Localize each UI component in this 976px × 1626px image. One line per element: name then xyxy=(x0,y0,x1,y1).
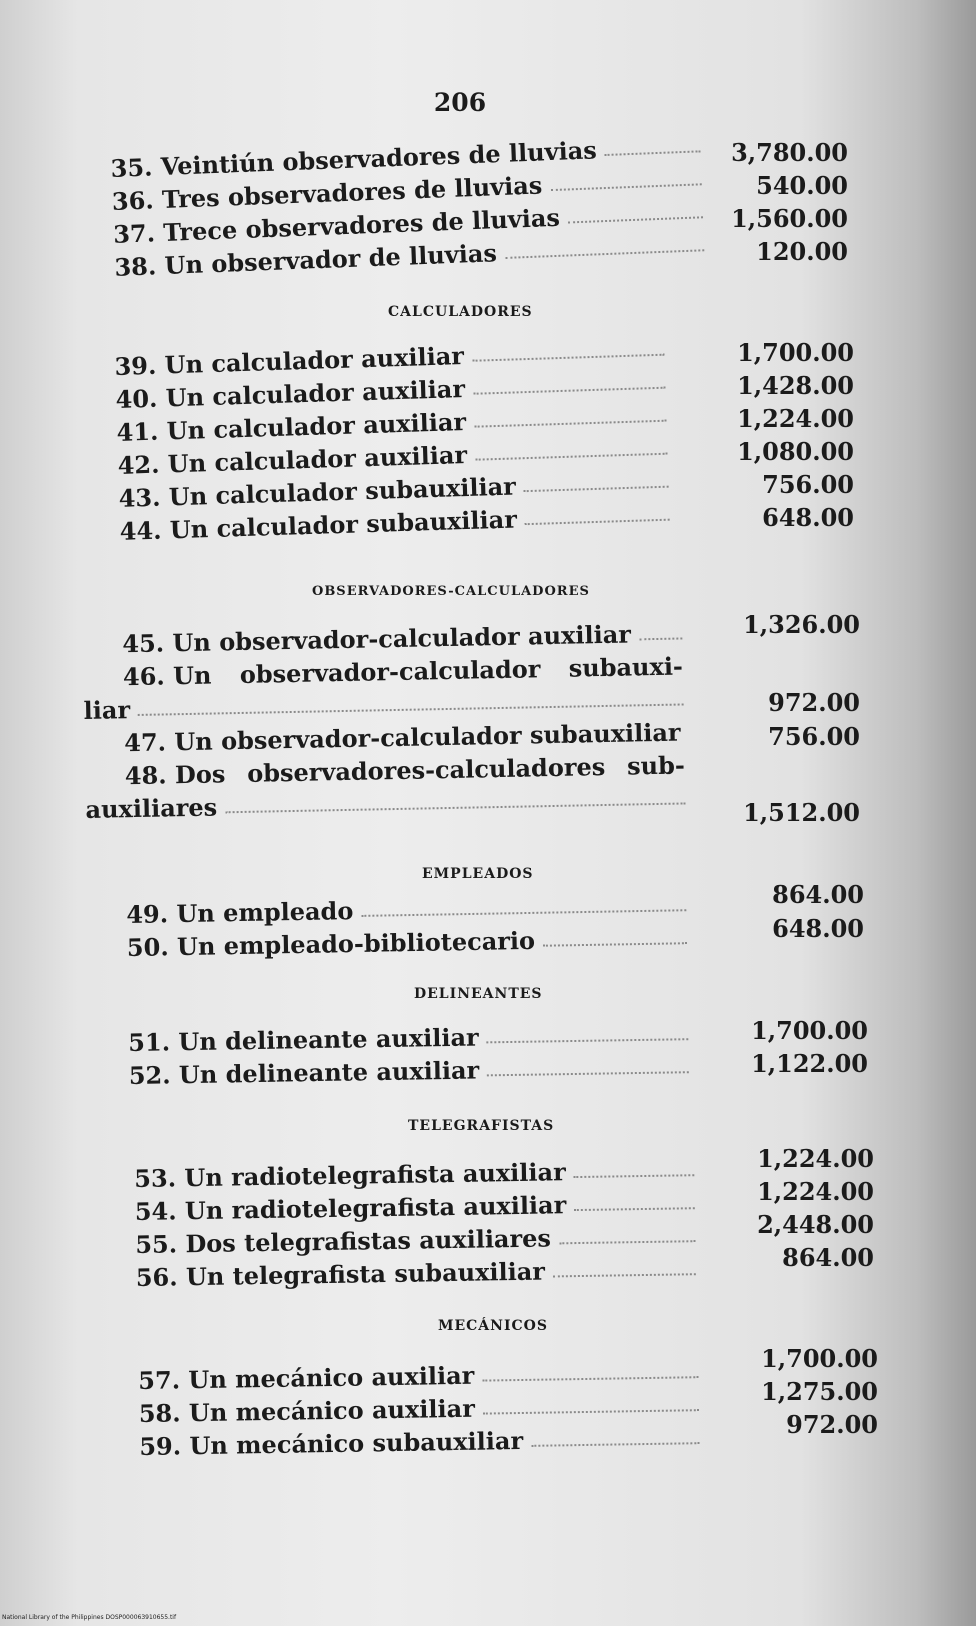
list-item: 38. Un observador de lluvias xyxy=(114,226,715,282)
list-item: 39. Un calculador auxiliar xyxy=(114,330,675,381)
dot-leader xyxy=(525,519,670,526)
dot-leader xyxy=(472,354,664,362)
dot-leader xyxy=(531,1442,699,1447)
section-heading-empleados: EMPLEADOS xyxy=(422,866,534,882)
list-item: 37. Trece observadores de lluvias xyxy=(113,193,714,249)
amount: 1,122.00 xyxy=(751,1049,868,1078)
amount: 864.00 xyxy=(772,880,864,909)
list-item: 46. Un observador-calculador subauxi- xyxy=(122,651,684,692)
amount: 1,326.00 xyxy=(743,610,860,639)
list-item: 44. Un calculador subauxiliar xyxy=(119,495,680,546)
amount: 1,224.00 xyxy=(757,1177,874,1206)
section-heading-calculadores: CALCULADORES xyxy=(388,304,533,320)
dot-leader xyxy=(225,802,685,813)
amount: 1,428.00 xyxy=(737,371,854,400)
amount: 1,700.00 xyxy=(761,1344,878,1373)
dot-leader xyxy=(574,1174,695,1178)
list-item: 53. Un radiotelegrafista auxiliar xyxy=(134,1151,704,1193)
dot-leader xyxy=(482,1376,698,1381)
amount: 756.00 xyxy=(768,722,860,751)
amount: 1,700.00 xyxy=(737,338,854,367)
list-item: 42. Un calculador auxiliar xyxy=(117,429,678,480)
amount: 1,224.00 xyxy=(737,404,854,433)
amount: 864.00 xyxy=(782,1243,874,1272)
calculators-block xyxy=(114,330,680,545)
amount: 1,512.00 xyxy=(743,798,860,827)
dot-leader xyxy=(568,216,703,223)
amount: 1,080.00 xyxy=(737,437,854,466)
dot-leader xyxy=(553,1273,696,1277)
amount: 120.00 xyxy=(756,237,848,266)
section-heading-observadores-calculadores: OBSERVADORES-CALCULADORES xyxy=(312,584,590,599)
dot-leader xyxy=(505,249,704,259)
dot-leader xyxy=(550,183,701,191)
amount: 648.00 xyxy=(772,914,864,943)
section-heading-mecanicos: MECÁNICOS xyxy=(438,1318,548,1334)
dot-leader xyxy=(574,1207,695,1211)
draftsmen-block xyxy=(128,1015,699,1090)
list-item: 51. Un delineante auxiliar xyxy=(128,1015,698,1057)
section-heading-telegrafistas: TELEGRAFISTAS xyxy=(408,1118,555,1134)
list-item: 54. Un radiotelegrafista auxiliar xyxy=(135,1184,705,1226)
dot-leader xyxy=(487,1071,689,1076)
amount: 540.00 xyxy=(756,171,848,200)
amount: 1,700.00 xyxy=(751,1016,868,1045)
list-item: 56. Un telegrafista subauxiliar xyxy=(136,1250,706,1292)
amount: 972.00 xyxy=(768,688,860,717)
dot-leader xyxy=(473,387,665,395)
list-item: 40. Un calculador auxiliar xyxy=(115,363,676,414)
list-item: 48. Dos observadores-calculadores sub- xyxy=(124,750,686,791)
amount: 1,224.00 xyxy=(757,1144,874,1173)
list-item: 50. Un empleado-bibliotecario xyxy=(127,919,697,962)
list-item: 58. Un mecánico auxiliar xyxy=(139,1386,709,1428)
list-item-continuation: auxiliares xyxy=(85,779,696,824)
list-item: 55. Dos telegrafistas auxiliares xyxy=(135,1217,705,1259)
dot-leader xyxy=(559,1240,695,1244)
amount: 2,448.00 xyxy=(757,1210,874,1239)
page-number: 206 xyxy=(433,88,487,117)
dot-leader xyxy=(639,637,682,640)
observer-calculators-block xyxy=(82,614,696,824)
section-heading-delineantes: DELINEANTES xyxy=(414,986,543,1002)
dot-leader xyxy=(524,486,669,493)
amount: 1,275.00 xyxy=(761,1377,878,1406)
rain-observers-block xyxy=(110,127,715,282)
amount: 972.00 xyxy=(786,1410,878,1439)
list-item: 41. Un calculador auxiliar xyxy=(116,396,677,447)
amount: 648.00 xyxy=(762,503,854,532)
amount: 3,780.00 xyxy=(731,138,848,167)
dot-leader xyxy=(543,942,687,947)
dot-leader xyxy=(483,1409,699,1414)
dot-leader xyxy=(605,150,701,156)
list-item: 59. Un mecánico subauxiliar xyxy=(139,1419,709,1461)
list-item: 52. Un delineante auxiliar xyxy=(129,1048,699,1090)
list-item-continuation: liar xyxy=(83,680,694,725)
list-item: 36. Tres observadores de lluvias xyxy=(111,160,712,216)
dot-leader xyxy=(474,420,666,428)
list-item: 49. Un empleado xyxy=(126,886,696,929)
list-item: 45. Un observador-calculador auxiliar xyxy=(82,614,693,659)
dot-leader xyxy=(361,909,686,917)
dot-leader xyxy=(487,1038,689,1043)
list-item: 35. Veintiún observadores de lluvias xyxy=(110,127,711,183)
mechanics-block xyxy=(138,1353,709,1461)
employees-block xyxy=(126,886,697,962)
telegraphists-block xyxy=(134,1151,706,1292)
amount: 756.00 xyxy=(762,470,854,499)
dot-leader xyxy=(475,453,667,461)
scan-footer-caption: National Library of the Philippines DOSP000063910655.tif xyxy=(2,1614,177,1621)
amount: 1,560.00 xyxy=(731,204,848,233)
list-item: 43. Un calculador subauxiliar xyxy=(118,462,679,513)
list-item: 47. Un observador-calculador subauxiliar xyxy=(123,717,681,758)
list-item: 57. Un mecánico auxiliar xyxy=(138,1353,708,1395)
